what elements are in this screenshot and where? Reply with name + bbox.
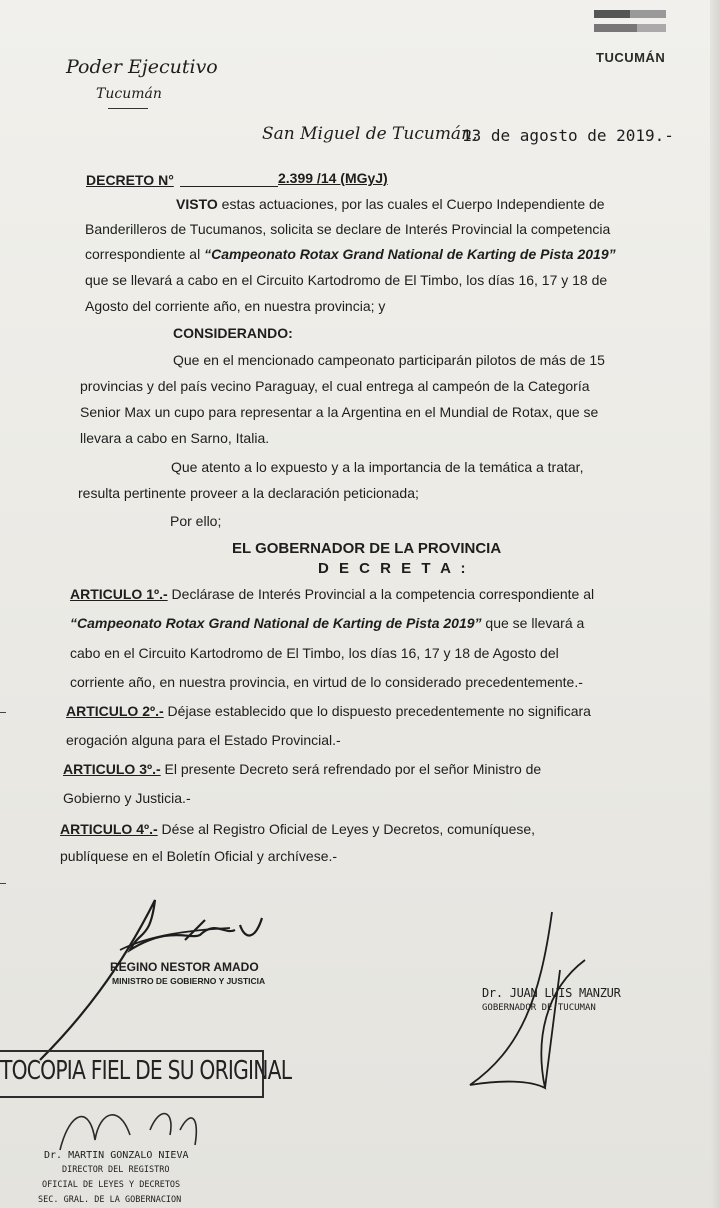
- visto-line-5: Agosto del corriente año, en nuestra provincia; y: [85, 298, 386, 314]
- article-1-text-2: que se llevará a: [481, 615, 585, 631]
- considerando-p1-line1: Que en el mencionado campeonato participarán pilotos de más de 15: [173, 352, 605, 368]
- article-2-text-1: Déjase establecido que lo dispuesto precedentemente no significara: [163, 703, 591, 719]
- considerando-p2-line2: resulta pertinente proveer a la declaración peticionada;: [78, 485, 419, 501]
- article-4-line-2: publíquese en el Boletín Oficial y archívese.-: [60, 848, 338, 864]
- article-1-text-1: Declárase de Interés Provincial a la competencia correspondiente al: [167, 586, 595, 602]
- article-4-text-1: Dése al Registro Oficial de Leyes y Decretos, comuníquese,: [157, 821, 536, 837]
- visto-line-3: [85, 243, 616, 266]
- visto-line-2: Banderilleros de Tucumanos, solicita se declare de Interés Provincial la competencia: [85, 221, 611, 237]
- article-3-line-2: Gobierno y Justicia.-: [63, 790, 191, 806]
- governor-title: GOBERNADOR DE TUCUMAN: [482, 1003, 596, 1013]
- visto-line-4: que se llevará a cabo en el Circuito Kartodromo de El Timbo, los días 16, 17 y 18 de: [85, 272, 608, 288]
- considerando-title: CONSIDERANDO:: [173, 325, 293, 341]
- visto-text-1: estas actuaciones, por las cuales el Cuerpo Independiente de: [217, 196, 605, 212]
- decree-underline: [180, 186, 278, 187]
- article-1-line-3: cabo en el Circuito Kartodromo de El Timbo, los días 16, 17 y 18 de Agosto del: [70, 645, 559, 661]
- article-2-line-2: erogación alguna para el Estado Provincial.-: [66, 732, 341, 748]
- article-3-text-1: El presente Decreto será refrendado por el señor Ministro de: [160, 761, 542, 777]
- article-2-line-1: [66, 700, 591, 723]
- article-1-line-2: [70, 612, 584, 635]
- article-1-line-1: [70, 583, 594, 606]
- registry-line-1: DIRECTOR DEL REGISTRO: [62, 1165, 170, 1175]
- article-3-label: ARTICULO 3º.-: [63, 761, 161, 777]
- tucuman-logo-icon: [594, 10, 666, 32]
- header-tucuman: Tucumán: [96, 86, 162, 102]
- logo-text: TUCUMÁN: [596, 50, 666, 65]
- registry-director-name: Dr. MARTIN GONZALO NIEVA: [44, 1150, 189, 1161]
- decree-number: 2.399 /14 (MGyJ): [278, 170, 388, 186]
- decreta-heading: D E C R E T A :: [318, 560, 469, 577]
- considerando-p2-line1: Que atento a lo expuesto y a la importancia de la temática a tratar,: [171, 459, 584, 475]
- governor-heading: EL GOBERNADOR DE LA PROVINCIA: [232, 540, 502, 557]
- visto-line-1: [176, 193, 605, 216]
- copy-stamp-text: TOCOPIA FIEL DE SU ORIGINAL: [0, 1056, 292, 1086]
- por-ello: Por ello;: [170, 513, 222, 529]
- article-1-line-4: corriente año, en nuestra provincia, en virtud de lo considerado precedentemente.-: [70, 674, 583, 690]
- header-poder-ejecutivo: Poder Ejecutivo: [66, 56, 218, 78]
- minister-name: REGINO NESTOR AMADO: [110, 960, 259, 974]
- margin-mark: [0, 712, 6, 884]
- visto-lead: VISTO: [176, 196, 218, 212]
- visto-event-title: “Campeonato Rotax Grand National de Karting de Pista 2019”: [204, 246, 616, 262]
- minister-title: MINISTRO DE GOBIERNO Y JUSTICIA: [112, 976, 266, 986]
- considerando-p1-line2: provincias y del país vecino Paraguay, el cual entrega al campeón de la Categoría: [80, 378, 590, 394]
- governor-name: Dr. JUAN LUIS MANZUR: [482, 986, 621, 1000]
- article-4-line-1: [60, 818, 535, 841]
- visto-text-3: correspondiente al: [85, 246, 205, 262]
- article-4-label: ARTICULO 4º.-: [60, 821, 158, 837]
- article-1-label: ARTICULO 1º.-: [70, 586, 168, 602]
- registry-line-3: SEC. GRAL. DE LA GOBERNACION: [38, 1195, 182, 1205]
- date-place: San Miguel de Tucumán,: [262, 124, 478, 144]
- article-1-event-title: “Campeonato Rotax Grand National de Karting de Pista 2019”: [70, 615, 482, 631]
- date-value: 13 de agosto de 2019.-: [462, 126, 674, 145]
- registry-line-2: OFICIAL DE LEYES Y DECRETOS: [42, 1180, 181, 1190]
- considerando-p1-line3: Senior Max un cupo para representar a la Argentina en el Mundial de Rotax, que se: [80, 404, 599, 420]
- article-3-line-1: [63, 758, 541, 781]
- header-divider: [108, 108, 148, 109]
- decree-label: DECRETO N°: [86, 172, 174, 188]
- considerando-p1-line4: llevara a cabo en Sarno, Italia.: [80, 430, 270, 446]
- article-2-label: ARTICULO 2º.-: [66, 703, 164, 719]
